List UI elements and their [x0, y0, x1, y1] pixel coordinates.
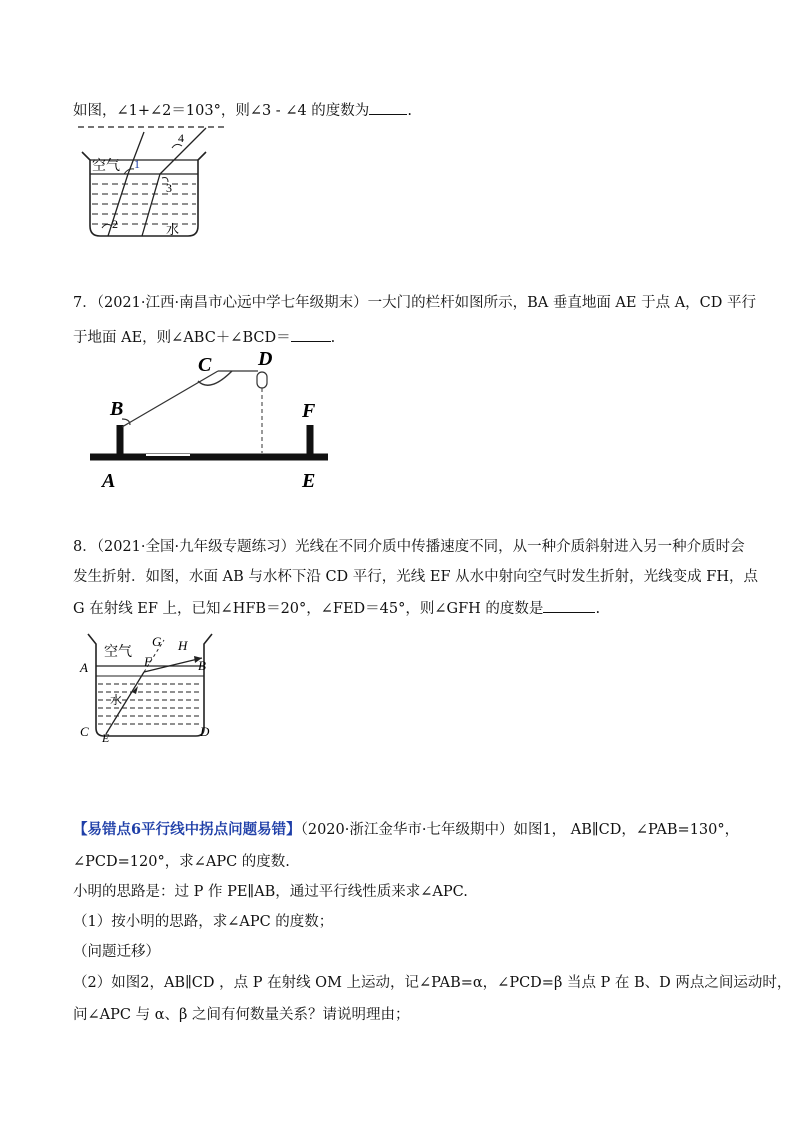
q6-label-air: 空气: [92, 159, 120, 174]
q8-label-F: F: [144, 654, 152, 669]
err6-line-1-rest: （2020·浙江金华市·七年级期中）如图1， AB∥CD，∠PAB=130°，: [300, 822, 740, 838]
q8-line-2: 发生折射．如图，水面 AB 与水杯下沿 CD 平行，光线 EF 从水中射向空气时发生折射，光线变成 FH，点: [73, 569, 758, 585]
err6-line-3: 小明的思路是：过 P 作 PE∥AB，通过平行线性质来求∠APC.: [73, 884, 468, 900]
err6-line-1: [73, 820, 739, 840]
q6-text: [73, 100, 412, 121]
q6-figure: [78, 122, 238, 240]
q7-label-E: E: [302, 470, 316, 492]
q8-figure: [78, 632, 226, 744]
q6-label-4: 4: [178, 131, 184, 145]
err6-line-5: （问题迁移）: [73, 944, 160, 960]
q7-label-B: B: [110, 398, 124, 420]
q7-label-D: D: [258, 348, 273, 370]
q8-label-G: G: [152, 634, 162, 649]
q6-question: 如图，∠1+∠2＝103°，则∠3 - ∠4 的度数为: [73, 103, 370, 119]
q6-period: .: [407, 103, 412, 119]
q8-label-C: C: [80, 724, 89, 739]
q6-label-water: 水: [166, 222, 180, 237]
q7-answer-blank[interactable]: [291, 327, 331, 342]
q8-period: .: [595, 601, 601, 617]
q8-label-B: B: [198, 658, 206, 673]
err6-line-4: （1）按小明的思路，求∠APC 的度数；: [73, 914, 334, 930]
q8-line-3: [73, 598, 600, 619]
q8-question: G 在射线 EF 上，已知∠HFB＝20°，∠FED＝45°，则∠GFH 的度数是: [73, 601, 544, 617]
q8-line-1: 8．（2021·全国·九年级专题练习）光线在不同介质中传播速度不同，从一种介质斜射进入另一种介质时会: [73, 539, 745, 555]
q7-period: .: [330, 330, 336, 346]
err6-line-6: （2）如图2，AB∥CD ，点 P 在射线 OM 上运动，记∠PAB=α，∠PCD=β 当点 P 在 B、D 两点之间运动时，: [73, 975, 792, 991]
err6-line-2: ∠PCD=120°，求∠APC 的度数.: [73, 854, 290, 870]
q8-label-air: 空气: [104, 645, 132, 660]
q7-label-A: A: [102, 470, 116, 492]
q7-figure: [86, 345, 336, 495]
q8-label-D: D: [200, 724, 210, 739]
q7-line-1: 7．（2021·江西·南昌市心远中学七年级期末）一大门的栏杆如图所示，BA 垂直地面 AE 于点 A，CD 平行: [73, 295, 757, 311]
q8-label-water: 水: [110, 693, 123, 707]
q6-label-1: 1: [134, 157, 140, 171]
q7-label-F: F: [302, 400, 316, 422]
err6-tag: 【易错点6平行线中拐点问题易错】: [73, 821, 301, 838]
q8-answer-blank[interactable]: [543, 598, 595, 613]
q8-label-A: A: [80, 660, 88, 675]
q8-label-E: E: [102, 731, 110, 744]
q7-question: 于地面 AE，则∠ABC＋∠BCD＝: [73, 330, 291, 346]
q6-answer-blank[interactable]: [369, 100, 407, 115]
q6-label-3: 3: [166, 181, 172, 195]
q7-label-C: C: [198, 354, 212, 376]
q6-label-2: 2: [112, 217, 118, 231]
q8-label-H: H: [178, 638, 188, 653]
err6-line-7: 问∠APC 与 α、β 之间有何数量关系？请说明理由；: [73, 1007, 410, 1023]
